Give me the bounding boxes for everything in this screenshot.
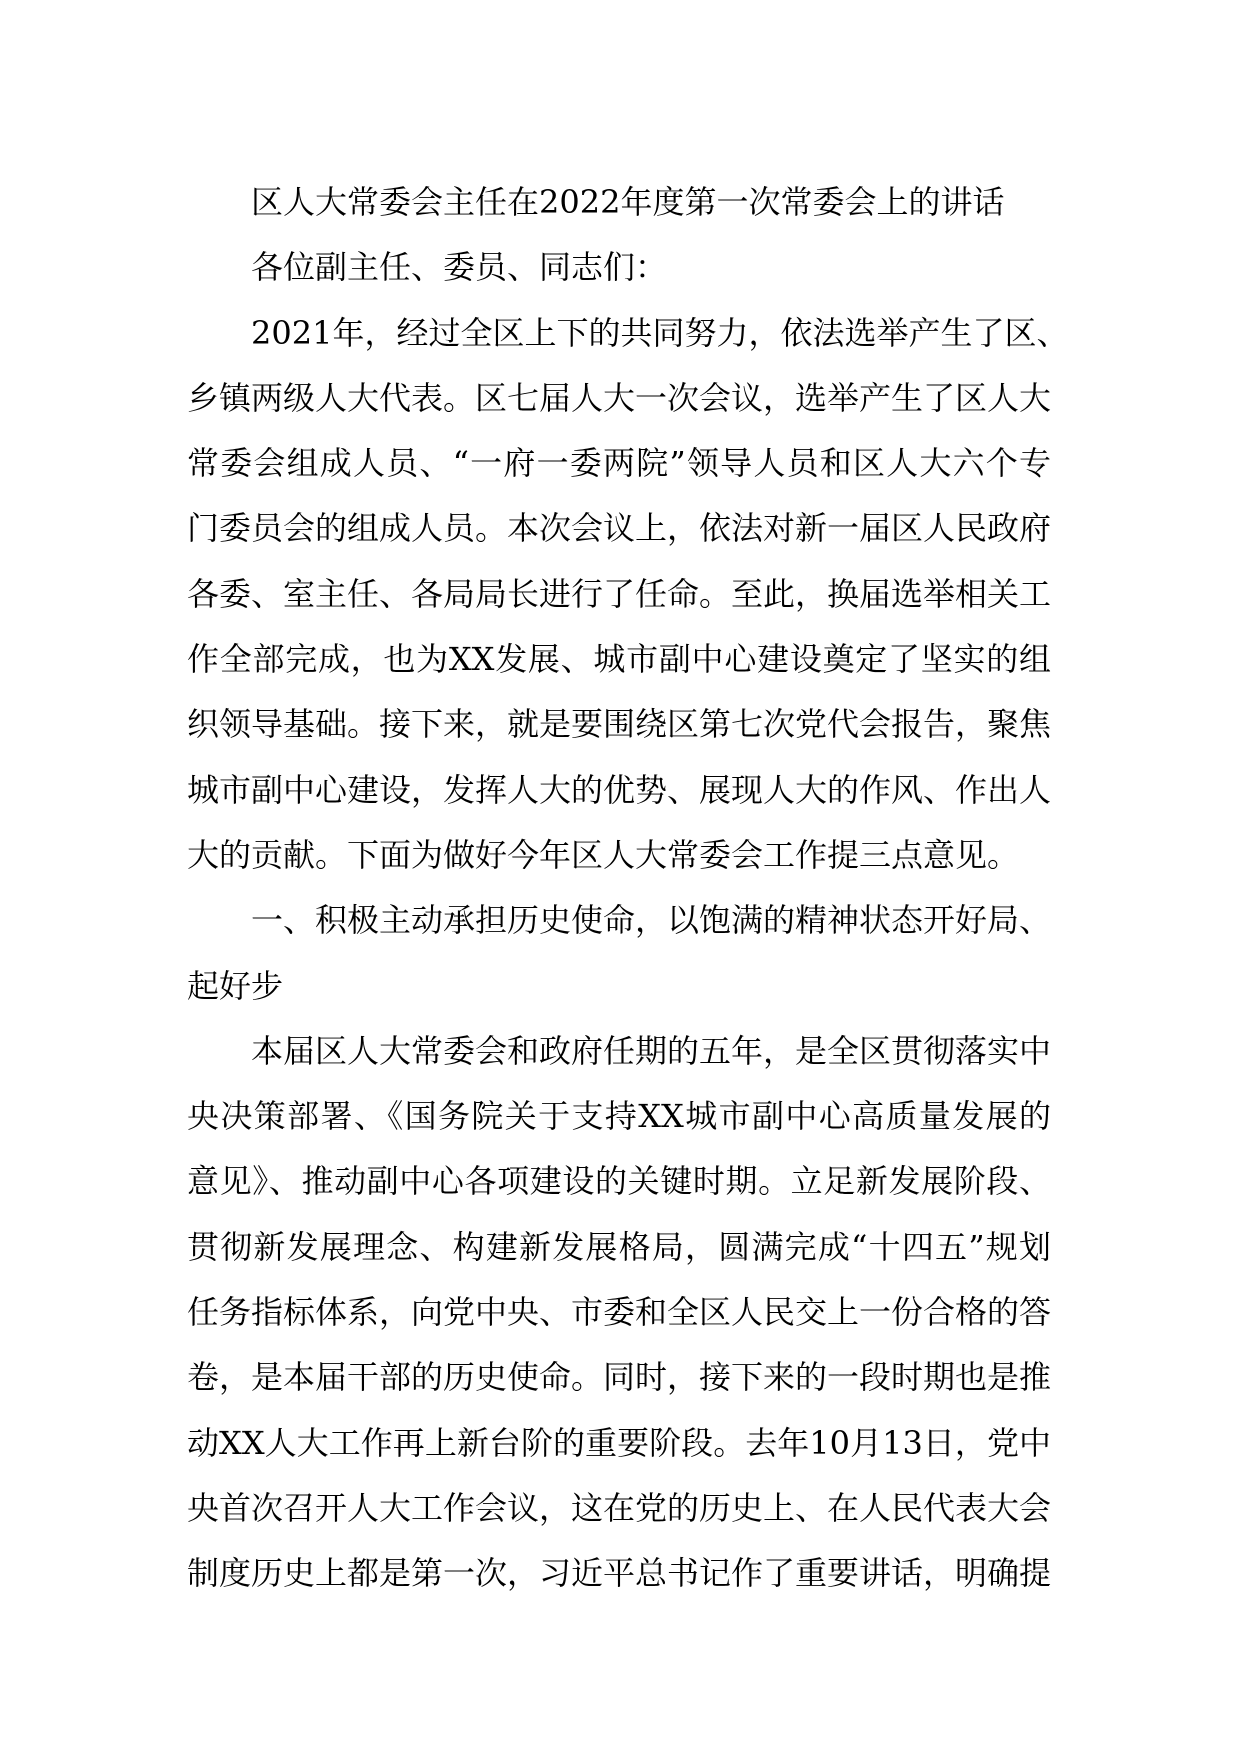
- paragraph-line: 常委会组成人员、“一府一委两院”领导人员和区人大六个专: [187, 444, 1051, 483]
- paragraph-line: 织领导基础。接下来，就是要围绕区第七次党代会报告，聚焦: [187, 705, 1052, 744]
- paragraph-line: 本届区人大常委会和政府任期的五年，是全区贯彻落实中: [251, 1031, 1052, 1070]
- document-body: [187, 170, 1069, 1607]
- paragraph-line: 制度历史上都是第一次，习近平总书记作了重要讲话，明确提: [187, 1554, 1052, 1593]
- section-heading-line: 一、积极主动承担历史使命，以饱满的精神状态开好局、: [251, 901, 1052, 940]
- paragraph-line: 贯彻新发展理念、构建新发展格局，圆满完成“十四五”规划: [187, 1227, 1051, 1266]
- paragraph-line: 意见》、推动副中心各项建设的关键时期。立足新发展阶段、: [187, 1162, 1051, 1201]
- paragraph-line: 动XX人大工作再上新台阶的重要阶段。去年10月13日，党中: [187, 1423, 1051, 1462]
- paragraph-line: 任务指标体系，向党中央、市委和全区人民交上一份合格的答: [187, 1293, 1052, 1332]
- paragraph-line: 2021年，经过全区上下的共同努力，依法选举产生了区、: [251, 313, 1069, 352]
- document-title: 区人大常委会主任在2022年度第一次常委会上的讲话: [251, 183, 1005, 221]
- paragraph-line: 城市副中心建设，发挥人大的优势、展现人大的作风、作出人: [187, 770, 1052, 809]
- section-heading-line: 起好步: [187, 966, 284, 1005]
- salutation: 各位副主任、委员、同志们：: [251, 248, 668, 287]
- paragraph-line: 各委、室主任、各局局长进行了任命。至此，换届选举相关工: [187, 574, 1052, 613]
- paragraph-line: 乡镇两级人大代表。区七届人大一次会议，选举产生了区人大: [187, 378, 1052, 417]
- paragraph-line: 大的贡献。下面为做好今年区人大常委会工作提三点意见。: [187, 835, 1020, 874]
- paragraph-line: 门委员会的组成人员。本次会议上，依法对新一届区人民政府: [187, 509, 1052, 548]
- paragraph-line: 作全部完成，也为XX发展、城市副中心建设奠定了坚实的组: [187, 640, 1051, 679]
- paragraph-line: 央首次召开人大工作会议，这在党的历史上、在人民代表大会: [187, 1488, 1052, 1527]
- paragraph-line: 卷，是本届干部的历史使命。同时，接下来的一段时期也是推: [187, 1358, 1052, 1397]
- paragraph-line: 央决策部署、《国务院关于支持XX城市副中心高质量发展的: [187, 1097, 1051, 1136]
